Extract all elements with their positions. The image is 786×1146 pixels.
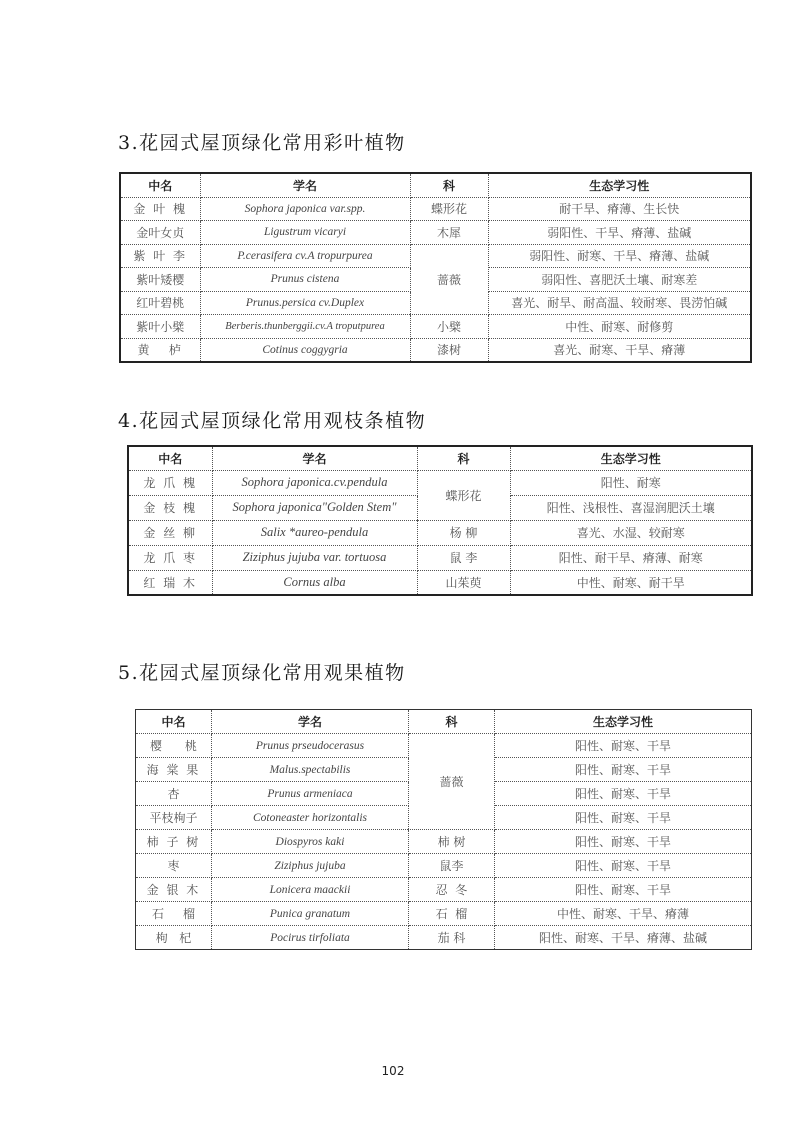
family-merged: 蔷薇	[409, 734, 495, 830]
sci-name: P.cerasifera cv.A tropurpurea	[200, 244, 410, 268]
col-header-cn-name: 中名	[136, 710, 212, 734]
sci-name: Cornus alba	[212, 570, 417, 595]
sci-name: Prunus prseudocerasus	[212, 734, 409, 758]
table-row	[120, 315, 751, 339]
table-row	[120, 197, 751, 221]
sci-name: Sophora japonica.cv.pendula	[212, 470, 417, 495]
col-header-cn-name: 中名	[128, 446, 212, 470]
family: 鼠 李	[417, 545, 510, 570]
table-row	[128, 520, 752, 545]
sci-name: Sophora japonica var.spp.	[200, 197, 410, 221]
habit: 阳性、耐寒、干旱	[495, 734, 752, 758]
family: 石 榴	[409, 902, 495, 926]
sci-name: Pocirus tirfoliata	[212, 926, 409, 950]
family: 茄 科	[409, 926, 495, 950]
col-header-sci-name: 学名	[212, 446, 417, 470]
habit: 弱阳性、喜肥沃土壤、耐寒差	[488, 268, 751, 292]
sci-name: Ziziphus jujuba var. tortuosa	[212, 545, 417, 570]
family: 鼠李	[409, 854, 495, 878]
habit: 阳性、耐寒、干旱	[495, 878, 752, 902]
sci-name: Lonicera maackii	[212, 878, 409, 902]
sci-name: Sophora japonica"Golden Stem"	[212, 495, 417, 520]
table-row	[136, 734, 752, 758]
habit: 中性、耐寒、耐修剪	[488, 315, 751, 339]
sci-name: Ligustrum vicaryi	[200, 221, 410, 245]
sci-name: Prunus.persica cv.Duplex	[200, 291, 410, 315]
table-row	[136, 854, 752, 878]
section-title-colored-leaf: 3.花园式屋顶绿化常用彩叶植物	[118, 132, 406, 154]
sci-name: Cotoneaster horizontalis	[212, 806, 409, 830]
table-row	[136, 830, 752, 854]
table-row	[136, 926, 752, 950]
family-merged: 蝶形花	[417, 470, 510, 520]
cn-name: 枸 杞	[136, 926, 212, 950]
family: 柿 树	[409, 830, 495, 854]
cn-name: 金叶女贞	[120, 221, 200, 245]
family: 山茱萸	[417, 570, 510, 595]
col-header-habit: 生态学习性	[495, 710, 752, 734]
habit: 弱阳性、干旱、瘠薄、盐碱	[488, 221, 751, 245]
cn-name: 柿 子 树	[136, 830, 212, 854]
habit: 阳性、浅根性、喜湿润肥沃土壤	[510, 495, 752, 520]
section-title-ornamental-branch: 4.花园式屋顶绿化常用观枝条植物	[118, 410, 427, 432]
cn-name: 枣	[136, 854, 212, 878]
col-header-cn-name: 中名	[120, 173, 200, 197]
habit: 阳性、耐寒、干旱	[495, 758, 752, 782]
col-header-family: 科	[410, 173, 488, 197]
col-header-sci-name: 学名	[200, 173, 410, 197]
table-header-row	[120, 173, 751, 197]
sci-name: Diospyros kaki	[212, 830, 409, 854]
page-number: 102	[381, 1064, 405, 1078]
col-header-sci-name: 学名	[212, 710, 409, 734]
cn-name: 樱 桃	[136, 734, 212, 758]
family: 漆树	[410, 338, 488, 362]
section-title-ornamental-fruit: 5.花园式屋顶绿化常用观果植物	[118, 662, 406, 684]
cn-name: 龙 爪 枣	[128, 545, 212, 570]
habit: 中性、耐寒、耐干旱	[510, 570, 752, 595]
habit: 阳性、耐寒、干旱、瘠薄、盐碱	[495, 926, 752, 950]
cn-name: 红 瑞 木	[128, 570, 212, 595]
family: 蝶形花	[410, 197, 488, 221]
family: 忍 冬	[409, 878, 495, 902]
cn-name: 杏	[136, 782, 212, 806]
habit: 阳性、耐干旱、瘠薄、耐寒	[510, 545, 752, 570]
habit: 喜光、耐寒、干旱、瘠薄	[488, 338, 751, 362]
cn-name: 石 榴	[136, 902, 212, 926]
habit: 喜光、水湿、较耐寒	[510, 520, 752, 545]
family: 杨 柳	[417, 520, 510, 545]
table-row	[128, 570, 752, 595]
ornamental-branch-plants-table	[127, 445, 753, 596]
sci-name: Berberis.thunberggii.cv.A troputpurea	[200, 315, 410, 339]
table-row	[136, 902, 752, 926]
cn-name: 平枝栒子	[136, 806, 212, 830]
habit: 阳性、耐寒、干旱	[495, 806, 752, 830]
table-row	[128, 545, 752, 570]
cn-name: 黄 栌	[120, 338, 200, 362]
habit: 阳性、耐寒	[510, 470, 752, 495]
cn-name: 金 丝 柳	[128, 520, 212, 545]
habit: 阳性、耐寒、干旱	[495, 854, 752, 878]
cn-name: 紫叶小檗	[120, 315, 200, 339]
sci-name: Salix *aureo-pendula	[212, 520, 417, 545]
habit: 阳性、耐寒、干旱	[495, 830, 752, 854]
table-row	[120, 221, 751, 245]
sci-name: Cotinus coggygria	[200, 338, 410, 362]
table-row	[128, 470, 752, 495]
sci-name: Prunus cistena	[200, 268, 410, 292]
table-row	[120, 338, 751, 362]
habit: 阳性、耐寒、干旱	[495, 782, 752, 806]
ornamental-fruit-plants-table	[135, 709, 752, 950]
habit: 耐干旱、瘠薄、生长快	[488, 197, 751, 221]
cn-name: 紫叶矮樱	[120, 268, 200, 292]
table-row	[120, 244, 751, 268]
family: 木犀	[410, 221, 488, 245]
habit: 喜光、耐旱、耐高温、较耐寒、畏涝怕碱	[488, 291, 751, 315]
cn-name: 金 枝 槐	[128, 495, 212, 520]
sci-name: Punica granatum	[212, 902, 409, 926]
family-merged: 蔷薇	[410, 244, 488, 315]
habit: 弱阳性、耐寒、干旱、瘠薄、盐碱	[488, 244, 751, 268]
cn-name: 红叶碧桃	[120, 291, 200, 315]
sci-name: Malus.spectabilis	[212, 758, 409, 782]
sci-name: Prunus armeniaca	[212, 782, 409, 806]
table-header-row	[136, 710, 752, 734]
col-header-family: 科	[409, 710, 495, 734]
table-row	[136, 878, 752, 902]
cn-name: 龙 爪 槐	[128, 470, 212, 495]
table-header-row	[128, 446, 752, 470]
family: 小檗	[410, 315, 488, 339]
habit: 中性、耐寒、干旱、瘠薄	[495, 902, 752, 926]
cn-name: 金 银 木	[136, 878, 212, 902]
sci-name: Ziziphus jujuba	[212, 854, 409, 878]
cn-name: 金 叶 槐	[120, 197, 200, 221]
col-header-habit: 生态学习性	[488, 173, 751, 197]
col-header-habit: 生态学习性	[510, 446, 752, 470]
cn-name: 海 棠 果	[136, 758, 212, 782]
cn-name: 紫 叶 李	[120, 244, 200, 268]
colored-leaf-plants-table	[119, 172, 752, 363]
col-header-family: 科	[417, 446, 510, 470]
